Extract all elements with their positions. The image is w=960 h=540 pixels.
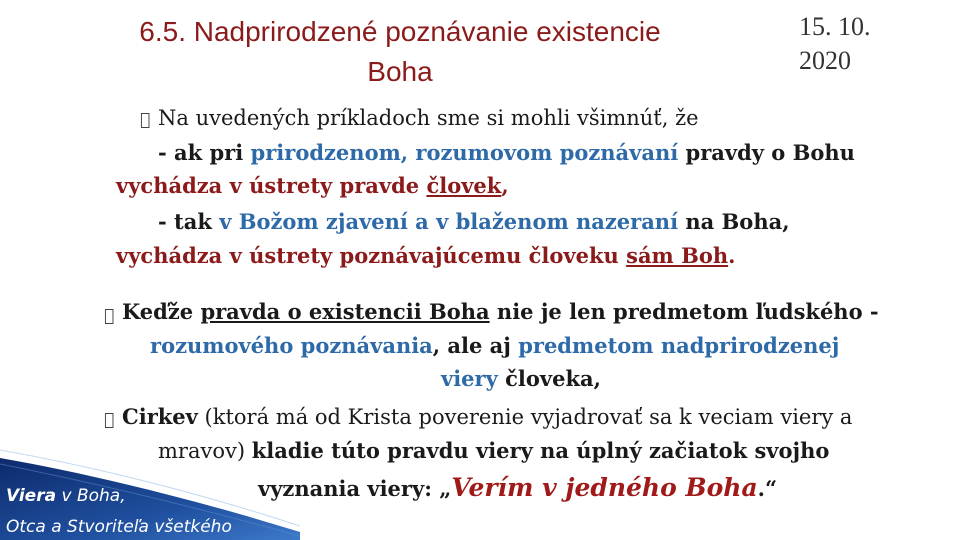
p3-line-1 [122, 405, 852, 429]
bullet-icon [104, 306, 114, 326]
bullet-icon [104, 410, 114, 430]
bullet-icon [140, 110, 150, 130]
p3-line-1-b: (ktorá má od Krista poverenie vyjadrovať sa k veciam viery a [197, 405, 853, 429]
p2-line-2-a: rozumového poznávania [150, 333, 433, 358]
p1-line-1: Na uvedených príkladoch sme si mohli všimnúť, že [158, 106, 699, 130]
decor-caption-line1 [6, 486, 126, 506]
p3-line-2 [158, 439, 829, 463]
decor-caption-line2: Otca a Stvoriteľa všetkého [6, 517, 232, 537]
p3-line-3-c: Verím v jedného Boha [451, 473, 758, 502]
p1-line-5-b: sám Boh [626, 243, 729, 268]
title-line-2: Boha [367, 56, 433, 87]
p1-line-5 [116, 244, 735, 268]
title-line-1: 6.5. Nadprirodzené poznávanie existencie [139, 16, 661, 47]
decor-word-viera: Viera [6, 486, 57, 506]
p2-line-1-a: Keďže [122, 299, 201, 324]
p2-line-3 [441, 367, 601, 391]
p3-line-1-a: Cirkev [122, 404, 198, 429]
p3-line-3-a: vyznania viery [258, 476, 425, 501]
p2-line-1-b: pravda o existencii Boha [200, 299, 490, 324]
p3-line-3-b: : „ [424, 476, 452, 501]
p2-line-1 [122, 300, 879, 324]
p2-line-2-c: predmetom nadprirodzenej [518, 333, 840, 358]
slide-date [799, 10, 909, 78]
p1-line-3-a: vychádza v ústrety pravde [116, 173, 427, 198]
p1-line-4 [158, 210, 790, 234]
slide-title [40, 12, 760, 92]
p2-line-2 [150, 334, 839, 358]
p1-line-4-a: - tak [158, 209, 220, 234]
p1-line-2-a: - ak pri [158, 140, 251, 165]
p1-line-3-c: , [501, 173, 509, 198]
p3-line-3-d: .“ [757, 476, 778, 501]
p1-line-5-c: . [728, 243, 736, 268]
date-line-1: 15. 10. [799, 12, 871, 41]
p1-line-3 [116, 174, 509, 198]
p1-line-2-b: prirodzenom, rozumovom poznávaní [250, 140, 679, 165]
p2-line-3-a: viery [441, 366, 498, 391]
decor-text-v-boha: v Boha, [56, 486, 126, 506]
p1-line-3-b: človek [426, 173, 502, 198]
p2-line-3-b: človeka, [497, 366, 601, 391]
p1-line-2-c: pravdy o Bohu [678, 140, 855, 165]
p2-line-2-b: , ale aj [432, 333, 519, 358]
p2-line-1-c: nie je len predmetom ľudského - [489, 299, 879, 324]
p3-line-3 [258, 473, 778, 502]
p1-line-4-c: na Boha, [678, 209, 790, 234]
p3-line-2-a: mravov) [158, 439, 252, 463]
p3-line-2-b: kladie túto pravdu viery na úplný začiatok svojho [251, 438, 830, 463]
p1-line-4-b: v Božom zjavení a v blaženom nazeraní [219, 209, 679, 234]
p1-line-5-a: vychádza v ústrety poznávajúcemu človeku [116, 243, 627, 268]
date-line-2: 2020 [799, 46, 851, 75]
p1-line-2 [158, 141, 855, 165]
